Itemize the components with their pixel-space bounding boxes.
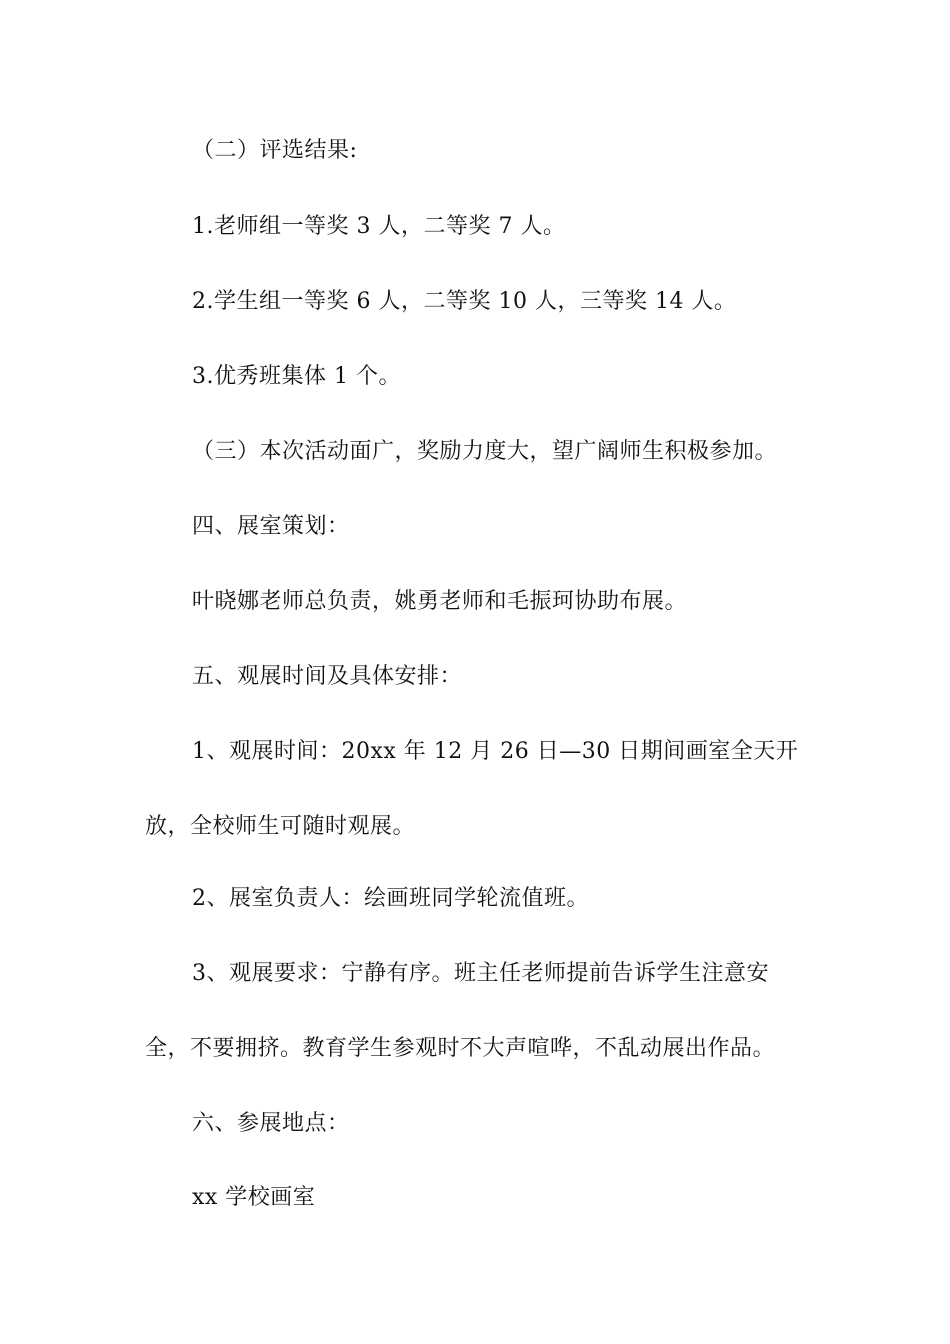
list-item-class-award: 3.优秀班集体 1 个。 <box>192 364 401 389</box>
section-heading-evaluation-results: （二）评选结果: <box>192 138 358 163</box>
section-heading-viewing-schedule: 五、观展时间及具体安排： <box>192 664 463 689</box>
paragraph-room-duty: 2、展室负责人：绘画班同学轮流值班。 <box>192 886 589 911</box>
paragraph-location: xx 学校画室 <box>192 1185 316 1210</box>
paragraph-viewing-time-cont: 放，全校师生可随时观展。 <box>145 814 416 839</box>
paragraph-viewing-time: 1、观展时间：20xx 年 12 月 26 日—30 日期间画室全天开 <box>192 739 799 764</box>
paragraph-viewing-requirements: 3、观展要求：宁静有序。班主任老师提前告诉学生注意安 <box>192 961 769 986</box>
section-heading-activity-note: （三）本次活动面广，奖励力度大，望广阔师生积极参加。 <box>192 439 778 464</box>
paragraph-exhibition-staff: 叶晓娜老师总负责，姚勇老师和毛振珂协助布展。 <box>192 589 688 614</box>
list-item-teacher-awards: 1.老师组一等奖 3 人，二等奖 7 人。 <box>192 214 566 239</box>
section-heading-exhibition-plan: 四、展室策划： <box>192 514 350 539</box>
section-heading-location: 六、参展地点： <box>192 1111 350 1136</box>
list-item-student-awards: 2.学生组一等奖 6 人，二等奖 10 人，三等奖 14 人。 <box>192 289 737 314</box>
paragraph-viewing-requirements-cont: 全，不要拥挤。教育学生参观时不大声喧哗，不乱动展出作品。 <box>145 1036 776 1061</box>
